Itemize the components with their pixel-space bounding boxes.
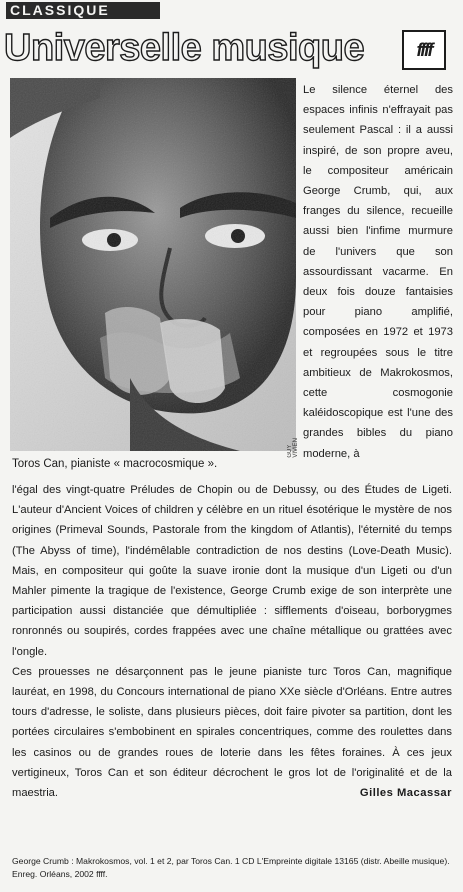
- discography-rating: ffff.: [96, 869, 108, 879]
- photo-credit: GUY VIVIEN: [287, 437, 299, 458]
- section-rubric: CLASSIQUE: [6, 2, 160, 19]
- article-title: Universelle musique: [4, 27, 365, 69]
- discography-note: [12, 855, 452, 881]
- rating-logo: ffff: [402, 30, 446, 70]
- discography-text: George Crumb : Makrokosmos, vol. 1 et 2, par Toros Can. 1 CD L'Empreinte digitale 13165 (distr. Abeille musique). Enreg. Orléans, 2002: [12, 856, 450, 879]
- photo-caption: Toros Can, pianiste « macrocosmique ».: [12, 458, 218, 470]
- article-column: [303, 80, 453, 464]
- article-paragraph-1: l'égal des vingt-quatre Préludes de Chopin ou de Debussy, ou des Études de Ligeti. L'auteur d'Ancient Voices of children y célèbre en un rituel ésotérique le mystère de nos origines (Primeval Sounds, Pastorale from the kingdom of Atlantis), l'éternité du temps (The Abyss of time), l'indémêlable contradiction de nos destins (Love-Death Music). Mais, en compositeur qui goûte la suave ironie dont la musique d'un Ligeti ou d'un Mahler pimente la tragique de l'existence, George Crumb exige de son interprète une participation aussi distanciée que démultipliée : sifflements d'oiseau, borborygmes ronronnés ou soupirés, cordes frappées avec une chaîne métallique ou grattées avec l'ongle.: [12, 484, 452, 658]
- article-paragraph-2-text: Ces prouesses ne désarçonnent pas le jeune pianiste turc Toros Can, magnifique lauréat, en 1998, du Concours international de piano XXe siècle d'Orléans. Entre autres tours d'adresse, le soliste, dans plusieurs pièces, doit faire pivoter sa partition, dont les portées circulaires s'embobinent en spirales concentriques, comme des roulettes dans les casinos ou de grandes roues de loterie dans les fêtes foraines. À ces jeux vertigineux, Toros Can et son éditeur décrochent le gros lot de l'originalité et de la maestria.: [12, 665, 452, 800]
- article-photo: [10, 78, 299, 458]
- article-lead-paragraph: Le silence éternel des espaces infinis n'effrayait pas seulement Pascal : il a aussi inspiré, de son propre aveu, le compositeur américain George Crumb, qui, aux franges du silence, recueille aussi bien l'infime murmure de l'univers que son assourdissant vacarme. En deux fois douze fantaisies pour piano amplifié, composées en 1972 et 1973 et regroupées sous le titre ambitieux de Makrokosmos, cette cosmogonie kaléidoscopique est l'une des grandes bibles du piano moderne, à: [303, 84, 453, 460]
- author-signature: Gilles Macassar: [359, 787, 452, 800]
- article-body: [12, 480, 452, 803]
- article-paragraph-2: [12, 662, 452, 803]
- portrait-illustration: [10, 78, 296, 451]
